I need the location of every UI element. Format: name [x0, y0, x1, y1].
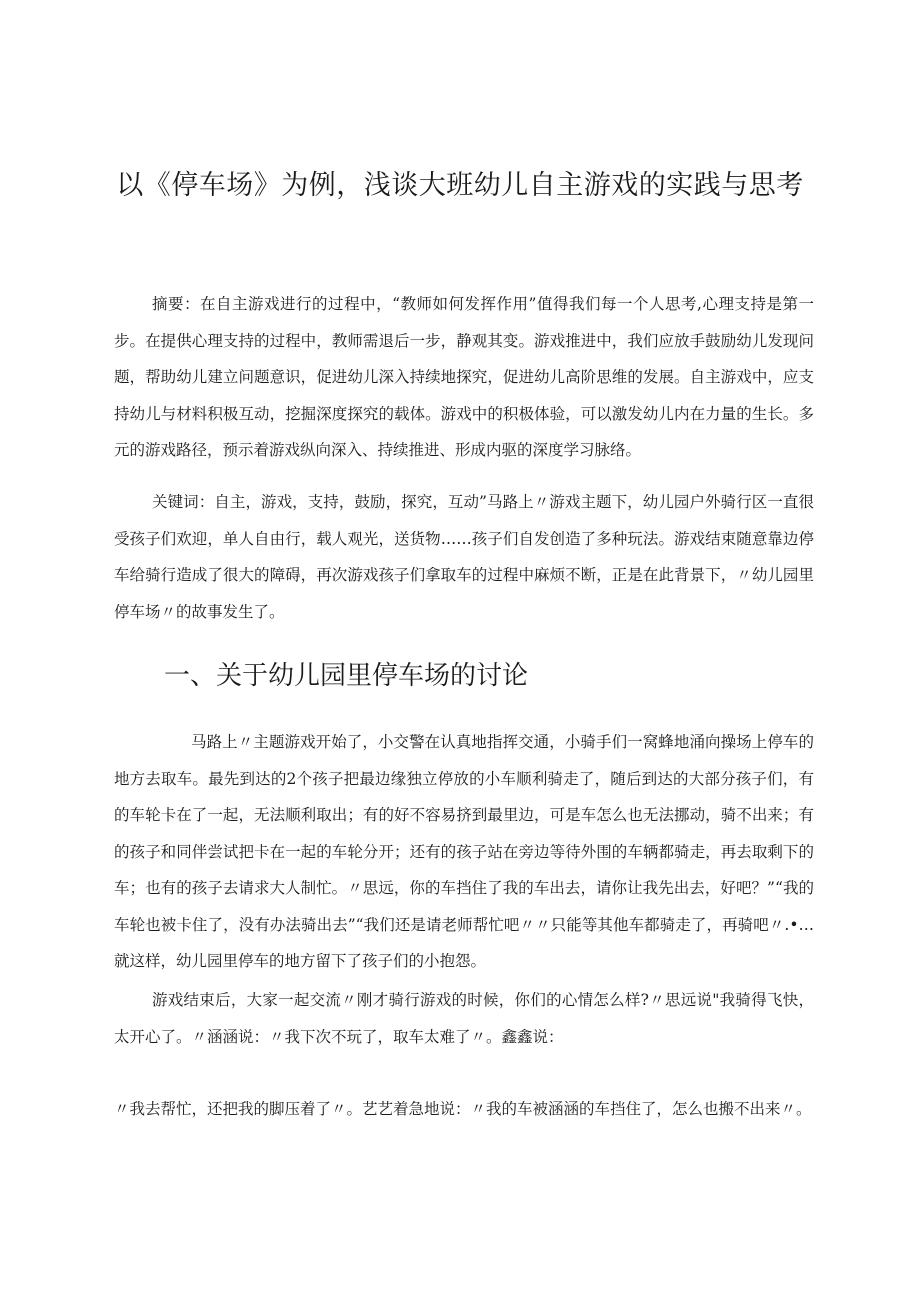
- abstract-paragraph: 摘要：在自主游戏进行的过程中，“教师如何发挥作用”值得我们每一个人思考,心理支持是第一步。在提供心理支持的过程中，教师需退后一步，静观其变。游戏推进中，我们应放手鼓励幼儿发现问题，帮助幼儿建立问题意识，促进幼儿深入持续地探究，促进幼儿高阶思维的发展。自主游戏中，应支持幼儿与材料积极互动，挖掘深度探究的载体。游戏中的积极体验，可以激发幼儿内在力量的生长。多元的游戏路径，预示着游戏纵向深入、持续推进、形成内驱的深度学习脉络。: [114, 295, 814, 459]
- section-paragraph-3: 〃我去帮忙，还把我的脚压着了〃。艺艺着急地说：〃我的车被涵涵的车挡住了，怎么也搬不出来〃。: [114, 1100, 812, 1118]
- document-title: 以《停车场》为例，浅谈大班幼儿自主游戏的实践与思考: [116, 170, 804, 201]
- keywords-paragraph: 关键词：自主，游戏，支持，鼓励，探究，互动”马路上〃游戏主题下，幼儿园户外骑行区一直很受孩子们欢迎，单人自由行，载人观光，送货物……孩子们自发创造了多种玩法。游戏结束随意靠边停车给骑行造成了很大的障碍，再次游戏孩子们拿取车的过程中麻烦不断，正是在此背景下，〃幼儿园里停车场〃的故事发生了。: [114, 493, 814, 621]
- section-paragraph-1: 马路上〃主题游戏开始了，小交警在认真地指挥交通，小骑手们一窝蜂地涌向操场上停车的地方去取车。最先到达的2个孩子把最边缘独立停放的小车顺利骑走了，随后到达的大部分孩子们，有的车轮卡在了一起，无法顺利取出；有的好不容易挤到最里边，可是车怎么也无法挪动，骑不出来；有的孩子和同伴尝试把卡在一起的车轮分开；还有的孩子站在旁边等待外围的车辆都骑走，再去取剩下的车；也有的孩子去请求大人制忙。〃思远，你的车挡住了我的车出去，请你让我先出去，好吧？”“我的车轮也被卡住了，没有办法骑出去”“我们还是请老师帮忙吧〃〃只能等其他车都骑走了，再骑吧〃.•…就这样，幼儿园里停车的地方留下了孩子们的小抱怨。: [114, 733, 814, 970]
- section-paragraph-2: 游戏结束后，大家一起交流〃刚才骑行游戏的时候，你们的心情怎么样?〃思远说"我骑得飞快，太开心了。〃涵涵说：〃我下次不玩了，取车太难了〃。鑫鑫说：: [114, 991, 814, 1046]
- section-heading: 一、关于幼儿园里停车场的讨论: [164, 661, 529, 691]
